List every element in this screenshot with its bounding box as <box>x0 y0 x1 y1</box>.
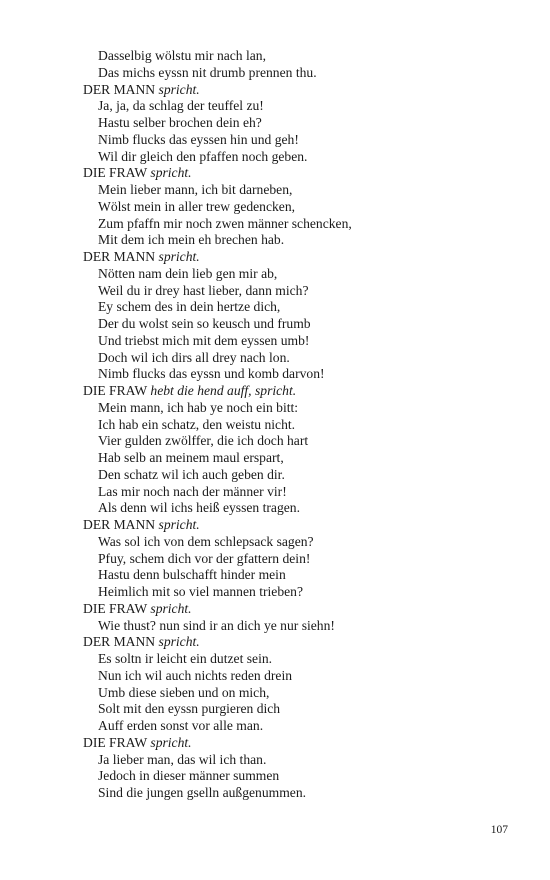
speaker-name: DIE FRAW <box>83 165 147 181</box>
verse-line: Wölst mein in aller trew gedencken, <box>98 198 296 214</box>
speaker-line <box>83 165 523 182</box>
speaker-line <box>83 735 523 752</box>
verse-line: Ja lieber man, das wil ich than. <box>98 751 267 767</box>
verse-line: Solt mit den eyssn purgieren dich <box>98 701 281 717</box>
speaker-name: DER MANN <box>83 81 156 97</box>
verse-line: Hab selb an meinem maul erspart, <box>98 450 284 465</box>
verse-line: Es soltn ir leicht ein dutzet sein. <box>98 651 273 666</box>
stage-direction: spricht. <box>158 81 200 97</box>
verse-line: Zum pfaffn mir noch zwen männer schencken, <box>98 215 352 231</box>
verse-line: Nun ich wil auch nichts reden drein <box>98 667 293 683</box>
verse-line: Ich hab ein schatz, den weistu nicht. <box>98 416 296 432</box>
stage-direction: spricht. <box>150 734 192 750</box>
verse-line: Den schatz wil ich auch geben dir. <box>98 466 285 482</box>
verse-line: Mein mann, ich hab ye noch ein bitt: <box>98 399 299 415</box>
stage-direction: spricht. <box>158 517 200 532</box>
verse-line: Wil dir gleich den pfaffen noch geben. <box>98 148 308 164</box>
verse-line: Ja, ja, da schlag der teuffel zu! <box>98 98 264 114</box>
speaker-name: DER MANN <box>83 517 156 532</box>
verse-line: Vier gulden zwölffer, die ich doch hart <box>98 433 309 449</box>
speaker-line <box>83 601 523 618</box>
speaker-line <box>83 82 523 99</box>
verse-line: Mit dem ich mein eh brechen hab. <box>98 232 285 248</box>
verse-line: Mein lieber mann, ich bit darneben, <box>98 182 293 197</box>
verse-line: Wie thust? nun sind ir an dich ye nur siehn! <box>98 617 335 633</box>
speaker-line <box>83 249 523 266</box>
speaker-name: DIE FRAW <box>83 383 147 398</box>
verse-line: Nimb flucks das eyssen hin und geh! <box>98 131 299 147</box>
stage-direction: spricht. <box>150 165 192 181</box>
speaker-name: DER MANN <box>83 634 156 650</box>
verse-line: Doch wil ich dirs all drey nach lon. <box>98 349 290 365</box>
verse-line: Jedoch in dieser männer summen <box>98 768 280 784</box>
verse-line: Umb diese sieben und on mich, <box>98 684 270 700</box>
speaker-name: DER MANN <box>83 249 156 264</box>
verse-line: Hastu denn bulschafft hinder mein <box>98 567 286 583</box>
verse-line: Der du wolst sein so keusch und frumb <box>98 316 311 331</box>
stage-direction: hebt die hend auff, spricht. <box>150 383 297 398</box>
speaker-name: DIE FRAW <box>83 600 147 616</box>
verse-line: Weil du ir drey hast lieber, dann mich? <box>98 282 309 298</box>
verse-line: Sind die jungen gselln außgenummen. <box>98 785 307 800</box>
speaker-line <box>83 634 523 651</box>
verse-line: Auff erden sonst vor alle man. <box>98 718 264 733</box>
speaker-line <box>83 383 523 400</box>
verse-line: Las mir noch nach der männer vir! <box>98 483 287 499</box>
verse-line: Und triebst mich mit dem eyssen umb! <box>98 332 310 348</box>
verse-line: Was sol ich von dem schlepsack sagen? <box>98 533 314 549</box>
page-number: 107 <box>490 824 508 836</box>
verse-line: Hastu selber brochen dein eh? <box>98 115 262 130</box>
verse-line: Pfuy, schem dich vor der gfattern dein! <box>98 550 311 566</box>
stage-direction: spricht. <box>150 600 192 616</box>
speaker-line <box>83 517 523 534</box>
stage-direction: spricht. <box>158 634 200 650</box>
verse-line: Als denn wil ichs heiß eyssen tragen. <box>98 500 300 516</box>
stage-direction: spricht. <box>158 249 200 264</box>
play-text <box>83 48 523 802</box>
verse-line: Nimb flucks das eyssn und komb darvon! <box>98 366 325 382</box>
verse-line: Ey schem des in dein hertze dich, <box>98 299 281 315</box>
verse-line: Dasselbig wölstu mir nach lan, <box>98 48 267 63</box>
verse-line: Das michs eyssn nit drumb prennen thu. <box>98 64 317 80</box>
speaker-name: DIE FRAW <box>83 734 147 750</box>
verse-line: Nötten nam dein lieb gen mir ab, <box>98 265 278 281</box>
verse-line: Heimlich mit so viel mannen trieben? <box>98 584 303 599</box>
